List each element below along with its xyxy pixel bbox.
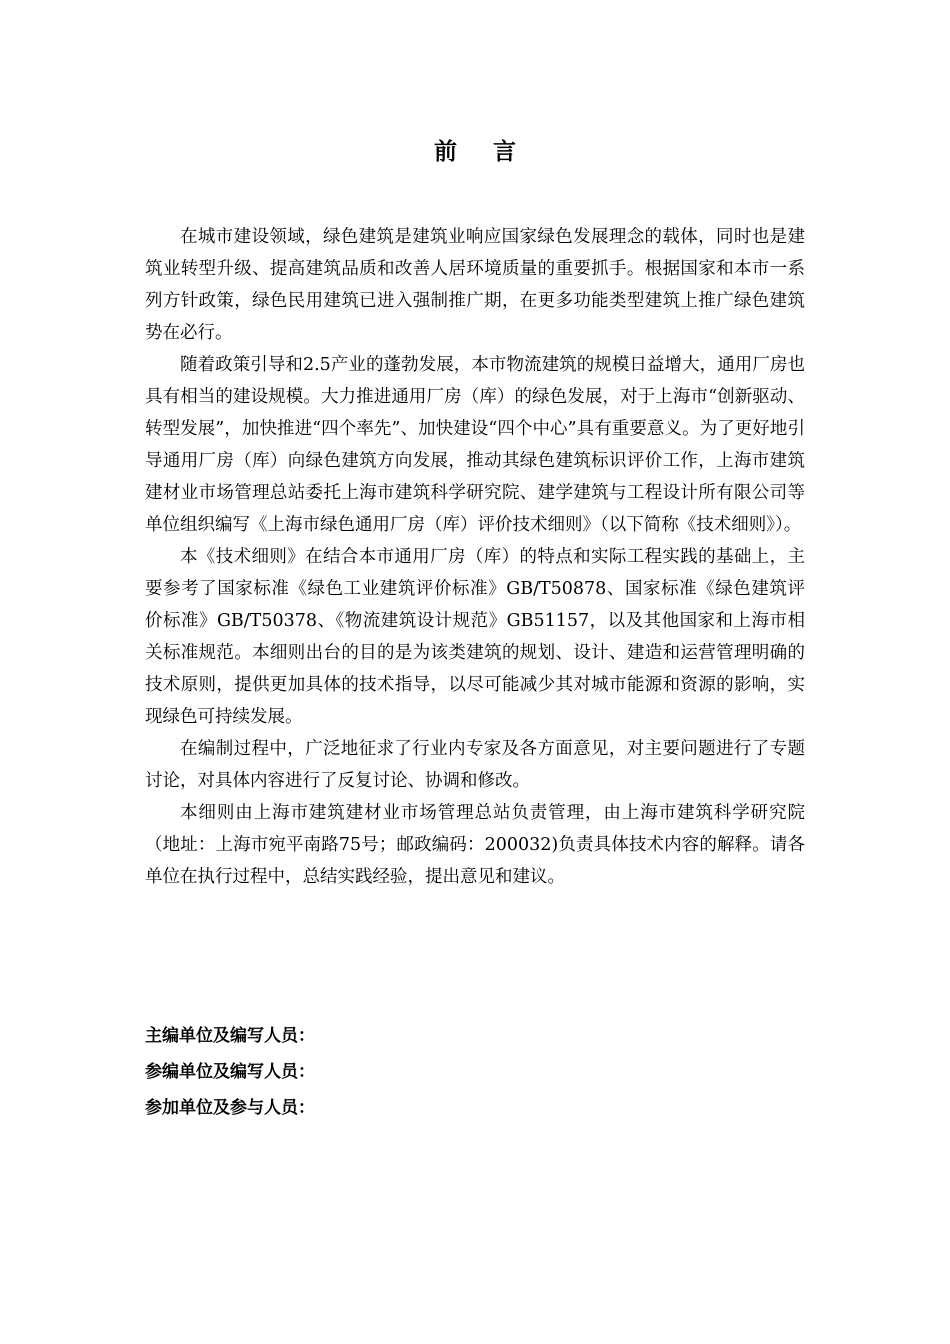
- paragraph-3: 本《技术细则》在结合本市通用厂房（库）的特点和实际工程实践的基础上，主要参考了国家标准《绿色工业建筑评价标准》GB/T50878、国家标准《绿色建筑评价标准》GB/T50378、《物流建筑设计规范》GB51157，以及其他国家和上海市相关标准规范。本细则出台的目的是为该类建筑的规划、设计、建造和运营管理明确的技术原则，提供更加具体的技术指导，以尽可能减少其对城市能源和资源的影响，实现绿色可持续发展。: [145, 547, 805, 727]
- participant-label: 参加单位及参与人员：: [145, 1098, 315, 1118]
- page-title: 前 言: [433, 139, 530, 165]
- paragraph-1: 在城市建设领域，绿色建筑是建筑业响应国家绿色发展理念的载体，同时也是建筑业转型升级、提高建筑品质和改善人居环境质量的重要抓手。根据国家和本市一系列方针政策，绿色民用建筑已进入强制推广期，在更多功能类型建筑上推广绿色建筑势在必行。: [145, 227, 805, 343]
- paragraph-2: 随着政策引导和2.5产业的蓬勃发展，本市物流建筑的规模日益增大，通用厂房也具有相当的建设规模。大力推进通用厂房（库）的绿色发展，对于上海市“创新驱动、转型发展”，加快推进“四个率先”、加快建设“四个中心”具有重要意义。为了更好地引导通用厂房（库）向绿色建筑方向发展，推动其绿色建筑标识评价工作，上海市建筑建材业市场管理总站委托上海市建筑科学研究院、建学建筑与工程设计所有限公司等单位组织编写《上海市绿色通用厂房（库）评价技术细则》（以下简称《技术细则》）。: [145, 355, 805, 535]
- chief-editor-label: 主编单位及编写人员：: [145, 1026, 315, 1046]
- paragraph-5: 本细则由上海市建筑建材业市场管理总站负责管理，由上海市建筑科学研究院（地址：上海市宛平南路75号；邮政编码：200032)负责具体技术内容的解释。请各单位在执行过程中，总结实践经验，提出意见和建议。: [145, 803, 805, 887]
- paragraph-4: 在编制过程中，广泛地征求了行业内专家及各方面意见，对主要问题进行了专题讨论，对具体内容进行了反复讨论、协调和修改。: [145, 739, 805, 791]
- co-editor-label: 参编单位及编写人员：: [145, 1062, 315, 1082]
- staff-section: [145, 1018, 805, 1126]
- preface-body: [145, 221, 805, 893]
